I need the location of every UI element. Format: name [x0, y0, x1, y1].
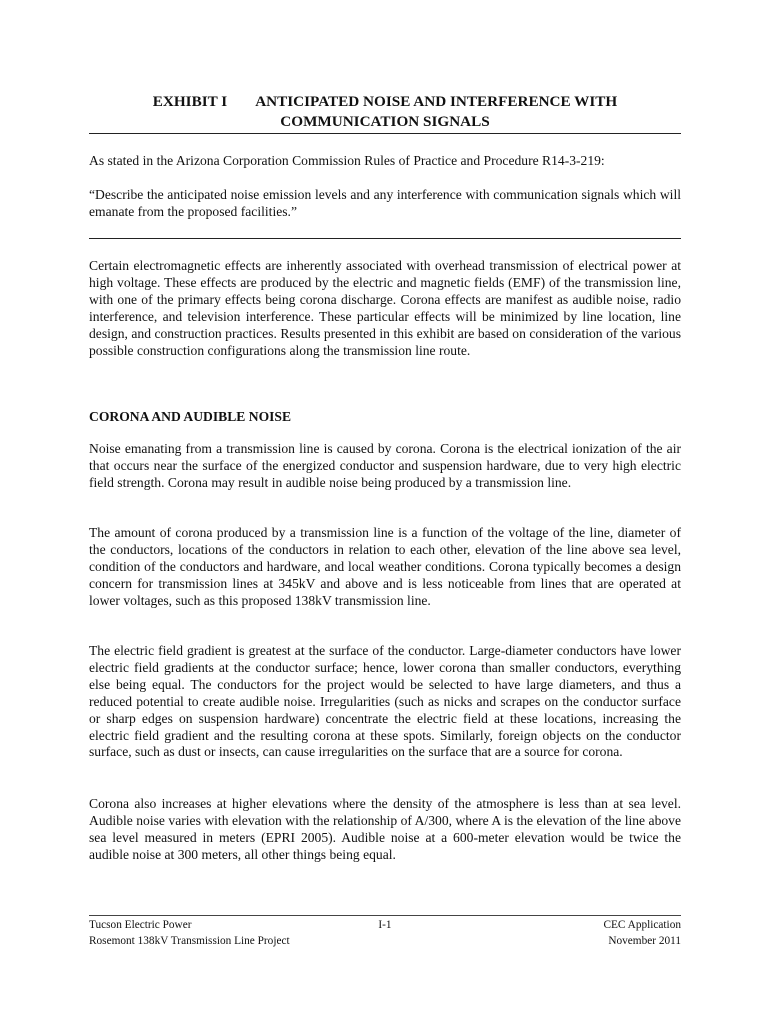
- quoted-rule-paragraph: “Describe the anticipated noise emission levels and any interference with communication signals which will emanate from the proposed facilities.”: [89, 187, 681, 219]
- footer-divider: [89, 915, 681, 916]
- corona-paragraph-2: The amount of corona produced by a transmission line is a function of the voltage of the line, diameter of the conductors, locations of the conductors in relation to each other, elevation of the line above sea level, condition of the conductors and hardware, and local weather conditions. Corona typically becomes a design concern for transmission lines at 345kV and above and is less noticeable from lines that are operated at lower voltages, such as this proposed 138kV transmission line.: [89, 525, 681, 608]
- footer-company: Tucson Electric Power: [89, 919, 192, 931]
- footer-right: [481, 918, 681, 949]
- corona-paragraph-4: Corona also increases at higher elevations where the density of the atmosphere is less than at sea level. Audible noise varies with elevation with the relationship of A/300, where A is the elevation of the line above sea level measured in meters (EPRI 2005). Audible noise at a 600-meter elevation would be twice the audible noise at 300 meters, all other things being equal.: [89, 796, 681, 862]
- exhibit-title: [89, 92, 681, 132]
- section-heading: CORONA AND AUDIBLE NOISE: [89, 409, 292, 424]
- footer-left: [89, 918, 369, 949]
- corona-paragraph-1: Noise emanating from a transmission line is caused by corona. Corona is the electrical ionization of the air that occurs near the surface of the energized conductor and suspension hardware, due to very high electric field strength. Corona may result in audible noise being produced by a transmission line.: [89, 441, 681, 490]
- corona-paragraph-3: The electric field gradient is greatest at the surface of the conductor. Large-diameter conductors have lower electric field gradients at the conductor surface; hence, lower corona than smaller conductors, everything else being equal. The conductors for the project would be selected to have large diameters, and thus a reduced potential to create audible noise. Irregularities (such as nicks and scrapes on the conductor surface or sharp edges on suspension hardware) concentrate the electric field at these locations, increasing the electric field gradient and the resulting corona at these spots. Similarly, foreign objects on the conductor surface, such as dust or insects, can cause irregularities on the surface that are a source for corona.: [89, 643, 681, 760]
- exhibit-title-line-1: ANTICIPATED NOISE AND INTERFERENCE WITH: [255, 93, 618, 110]
- intro-paragraph: As stated in the Arizona Corporation Commission Rules of Practice and Procedure R14-3-219:: [89, 153, 605, 168]
- page-number: I-1: [378, 919, 392, 931]
- document-page: [89, 0, 681, 1024]
- exhibit-title-line-2: COMMUNICATION SIGNALS: [280, 113, 490, 130]
- title-divider: [89, 133, 681, 134]
- footer-application: CEC Application: [603, 919, 681, 931]
- footer-date: November 2011: [608, 934, 681, 947]
- exhibit-number: EXHIBIT I: [152, 93, 228, 110]
- quote-divider: [89, 238, 681, 239]
- body-paragraph-1: Certain electromagnetic effects are inherently associated with overhead transmission of electrical power at high voltage. These effects are produced by the electric and magnetic fields (EMF) of the transmission line, with one of the primary effects being corona discharge. Corona effects are manifest as audible noise, radio interference, and television interference. These particular effects will be minimized by line location, line design, and construction practices. Results presented in this exhibit are based on consideration of the various possible construction configurations along the transmission line route.: [89, 258, 681, 358]
- footer-project: Rosemont 138kV Transmission Line Project: [89, 934, 290, 947]
